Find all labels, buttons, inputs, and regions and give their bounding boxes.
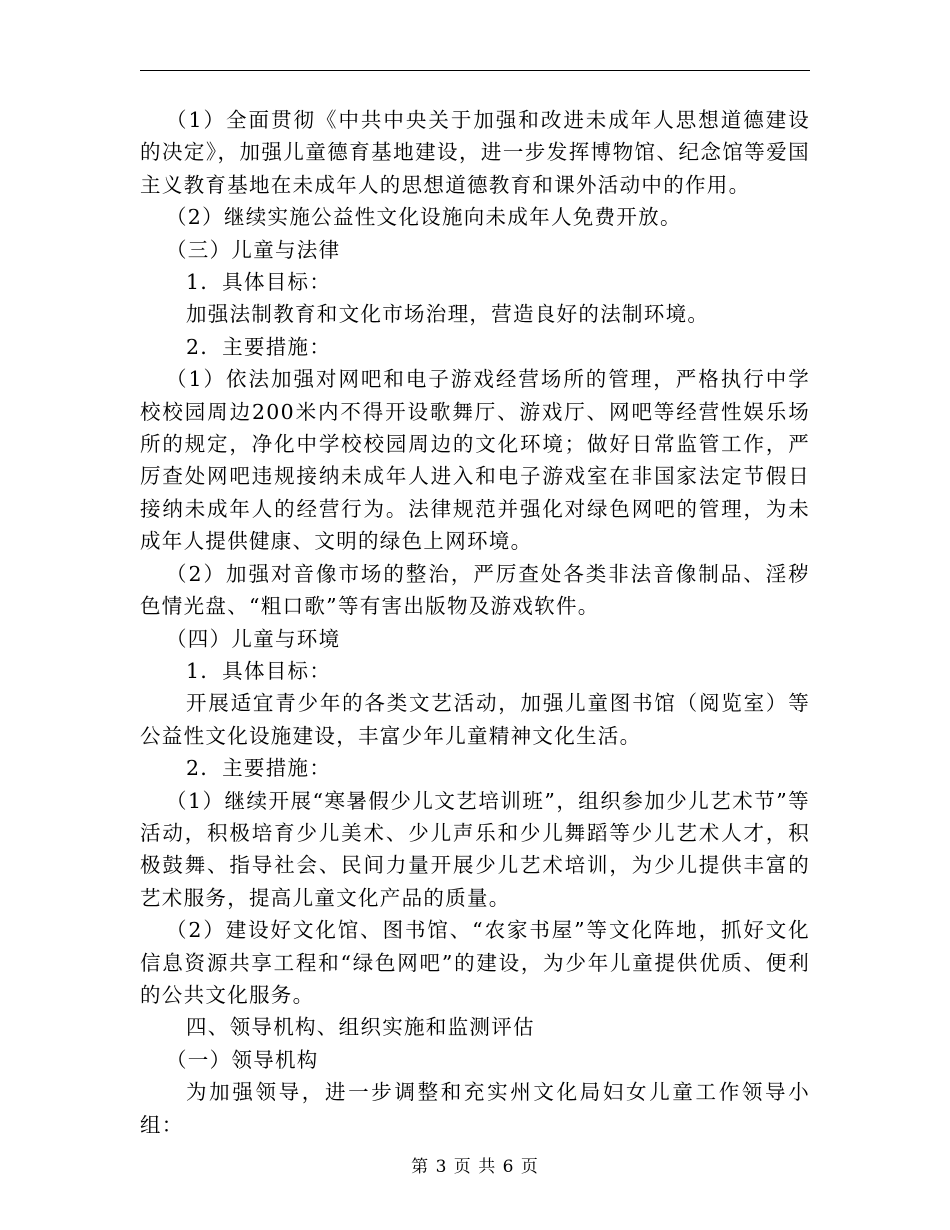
- paragraph: （2）继续实施公益性文化设施向未成年人免费开放。: [166, 205, 682, 230]
- paragraph: （2）加强对音像市场的整治，严厉查处各类非法音像制品、淫秽色情光盘、“粗口歌”等有害出版物及游戏软件。: [140, 561, 810, 619]
- paragraph: （2）建设好文化馆、图书馆、“农家书屋”等文化阵地，抓好文化信息资源共享工程和“绿色网吧”的建设，为少年儿童提供优质、便利的公共文化服务。: [140, 918, 810, 1007]
- paragraph: 为加强领导，进一步调整和充实州文化局妇女儿童工作领导小组：: [140, 1080, 810, 1137]
- section-heading: （一）领导机构: [166, 1047, 319, 1072]
- paragraph: 开展适宜青少年的各类文艺活动，加强儿童图书馆（阅览室）等公益性文化设施建设，丰富少年儿童精神文化生活。: [140, 691, 810, 748]
- subsection-heading: 1．具体目标：: [186, 658, 332, 683]
- paragraph: （1）继续开展“寒暑假少儿文艺培训班”，组织参加少儿艺术节”等活动，积极培育少儿美术、少儿声乐和少儿舞蹈等少儿艺术人才，积极鼓舞、指导社会、民间力量开展少儿艺术培训，为少儿提供丰富的艺术服务，提高儿童文化产品的质量。: [140, 788, 810, 910]
- subsection-heading: 1．具体目标：: [186, 270, 332, 295]
- document-body: [140, 104, 810, 1141]
- subsection-heading: 2．主要措施：: [186, 334, 332, 359]
- paragraph: 加强法制教育和文化市场治理，营造良好的法制环境。: [186, 302, 710, 327]
- subsection-heading: 2．主要措施：: [186, 756, 332, 781]
- paragraph: （1）依法加强对网吧和电子游戏经营场所的管理，严格执行中学校校园周边200米内不得开设歌舞厅、游戏厅、网吧等经营性娱乐场所的规定，净化中学校校园周边的文化环境；做好日常监管工作，严厉查处网吧违规接纳未成年人进入和电子游戏室在非国家法定节假日接纳未成年人的经营行为。法律规范并强化对绿色网吧的管理，为未成年人提供健康、文明的绿色上网环境。: [140, 367, 810, 554]
- page-number: 第 3 页 共 6 页: [411, 1157, 539, 1177]
- header-rule: [140, 70, 810, 71]
- chapter-heading: 四、领导机构、组织实施和监测评估: [186, 1015, 535, 1040]
- section-heading: （三）儿童与法律: [166, 237, 341, 262]
- section-heading: （四）儿童与环境: [166, 626, 341, 651]
- paragraph: （1）全面贯彻《中共中央关于加强和改进未成年人思想道德建设的决定》，加强儿童德育基地建设，进一步发挥博物馆、纪念馆等爱国主义教育基地在未成年人的思想道德教育和课外活动中的作用。: [140, 108, 810, 197]
